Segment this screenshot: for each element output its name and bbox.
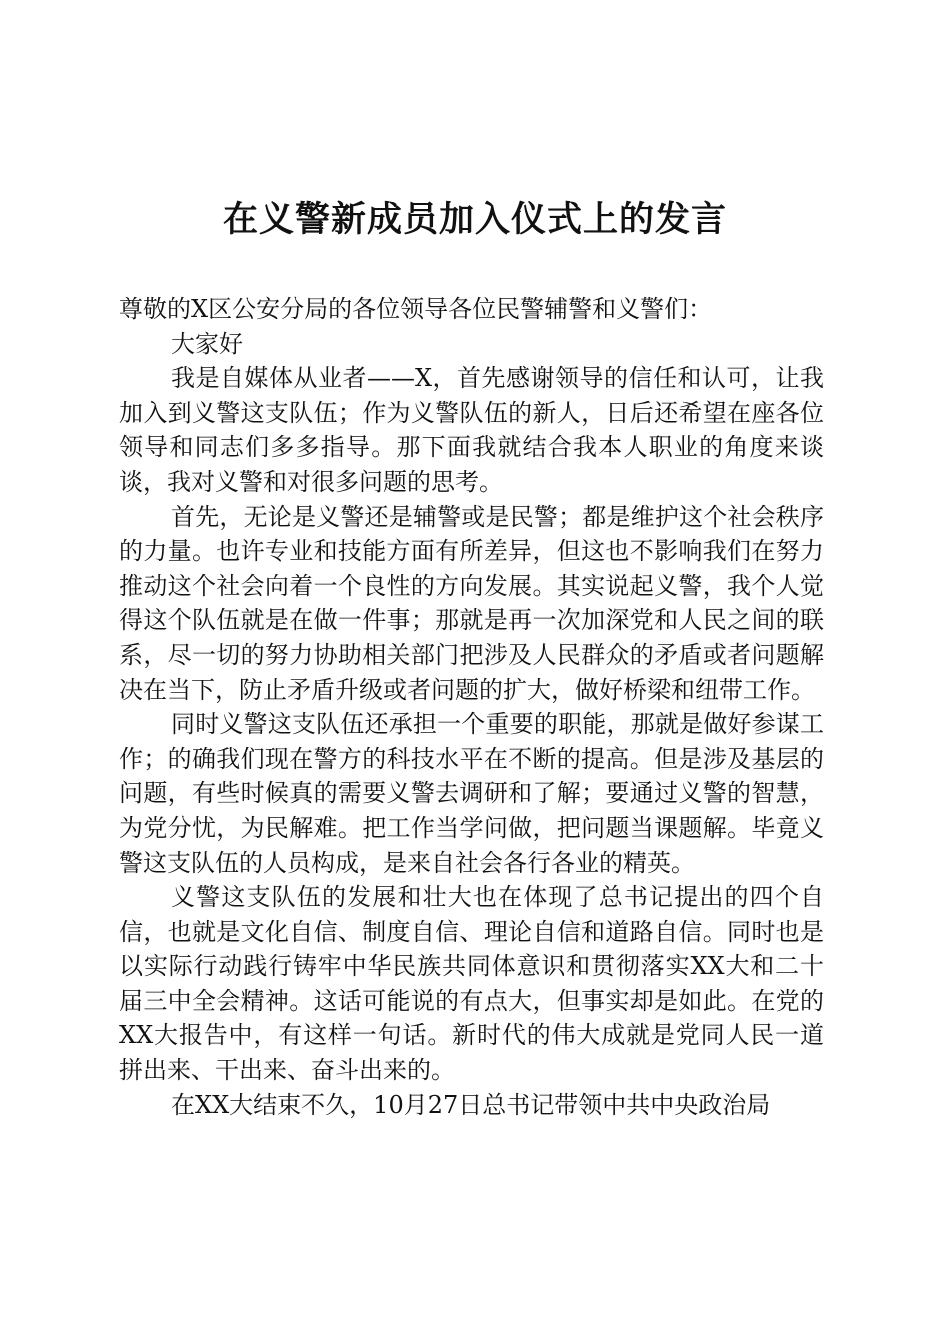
paragraph: 首先，无论是义警还是辅警或是民警；都是维护这个社会秩序的力量。也许专业和技能方面有所差异，但这也不影响我们在努力推动这个社会向着一个良性的方向发展。其实说起义警，我个人觉得这个队伍就是在做一件事；那就是再一次加深党和人民之间的联系，尽一切的努力协助相关部门把涉及人民群众的矛盾或者问题解决在当下，防止矛盾升级或者问题的扩大，做好桥梁和纽带工作。: [119, 502, 824, 704]
document-body: [119, 292, 824, 1122]
paragraph: 同时义警这支队伍还承担一个重要的职能，那就是做好参谋工作；的确我们现在警方的科技水平在不断的提高。但是涉及基层的问题，有些时候真的需要义警去调研和了解；要通过义警的智慧，为党分忧，为民解难。把工作当学问做，把问题当课题解。毕竟义警这支队伍的人员构成，是来自社会各行各业的精英。: [119, 710, 824, 877]
paragraph: 义警这支队伍的发展和壮大也在体现了总书记提出的四个自信，也就是文化自信、制度自信、理论自信和道路自信。同时也是以实际行动践行铸牢中华民族共同体意识和贯彻落实XX大和二十届三中全会精神。这话可能说的有点大，但事实却是如此。在党的XX大报告中，有这样一句话。新时代的伟大成就是党同人民一道拼出来、干出来、奋斗出来的。: [119, 883, 824, 1085]
greeting: 大家好: [171, 329, 243, 358]
document-title: 在义警新成员加入仪式上的发言: [222, 199, 727, 240]
salutation: 尊敬的X区公安分局的各位领导各位民警辅警和义警们：: [119, 295, 713, 323]
paragraph: 我是自媒体从业者——X，首先感谢领导的信任和认可，让我加入到义警这支队伍；作为义警队伍的新人，日后还希望在座各位领导和同志们多多指导。那下面我就结合我本人职业的角度来谈谈，我对义警和对很多问题的思考。: [119, 364, 824, 496]
paragraph: 在XX大结束不久，10月27日总书记带领中共中央政治局: [171, 1090, 771, 1119]
